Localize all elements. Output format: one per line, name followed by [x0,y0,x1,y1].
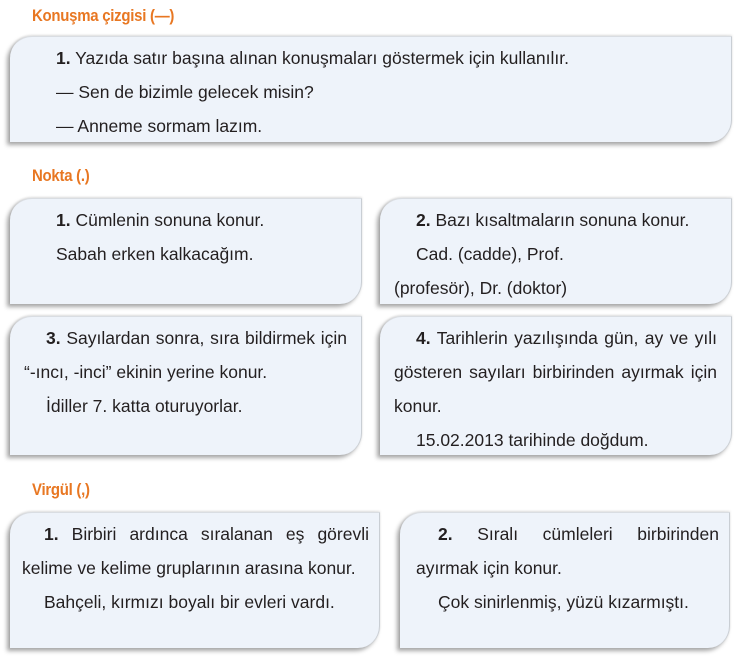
rule-box-virgul-1 [10,512,380,648]
rule-number: 2. [416,210,431,230]
example-line: İdiller 7. katta oturuyorlar. [46,396,243,416]
rule-box-konusma-1 [10,36,732,142]
rule-description: Sıralı cümleleri birbirinden ayırmak için konur. [416,524,719,578]
rule-number: 3. [46,328,61,348]
example-line: Cad. (cadde), Prof. (profesör), Dr. (doktor) [394,244,568,298]
rule-text [56,41,717,75]
section-heading-nokta: Nokta (.) [32,166,90,185]
rule-text [416,517,719,585]
rule-box-virgul-2 [400,512,730,648]
rule-text [394,321,717,423]
rule-number: 1. [56,48,71,68]
example-line: 15.02.2013 tarihinde doğdum. [416,430,649,450]
example-line: — Anneme sormam lazım. [56,116,263,136]
rule-number: 1. [56,210,71,230]
example-line: Bahçeli, kırmızı boyalı bir evleri vardı. [44,592,335,612]
example-line: Sabah erken kalkacağım. [56,244,254,264]
rule-description: Sayılardan sonra, sıra bildirmek için “-ıncı, -inci” ekinin yerine konur. [24,328,347,382]
section-heading-konusma-cizgisi: Konuşma çizgisi (—) [32,6,175,25]
section-heading-virgul: Virgül (,) [32,480,90,499]
rule-description: Yazıda satır başına alınan konuşmaları göstermek için kullanılır. [70,48,569,68]
rule-box-nokta-1 [10,198,362,304]
rule-number: 4. [416,328,431,348]
rule-box-nokta-3 [10,316,362,455]
rule-text [56,203,347,237]
rule-number: 1. [44,524,59,544]
rule-description: Tarihlerin yazılışında gün, ay ve yılı gösteren sayıları birbirinden ayırmak için konur. [394,328,717,416]
rule-box-nokta-4 [380,316,732,455]
rule-number: 2. [438,524,453,544]
example-line: — Sen de bizimle gelecek misin? [56,82,314,102]
rule-description: Birbiri ardınca sıralanan eş görevli kelime ve kelime gruplarının arasına konur. [22,524,369,578]
rule-text [22,517,369,585]
rule-description: Cümlenin sonuna konur. [70,210,265,230]
example-line: Çok sinirlenmiş, yüzü kızarmıştı. [438,592,689,612]
rule-text [24,321,347,389]
rule-text [394,203,717,237]
rule-box-nokta-2 [380,198,732,304]
rule-description: Bazı kısaltmaların sonuna konur. [430,210,690,230]
